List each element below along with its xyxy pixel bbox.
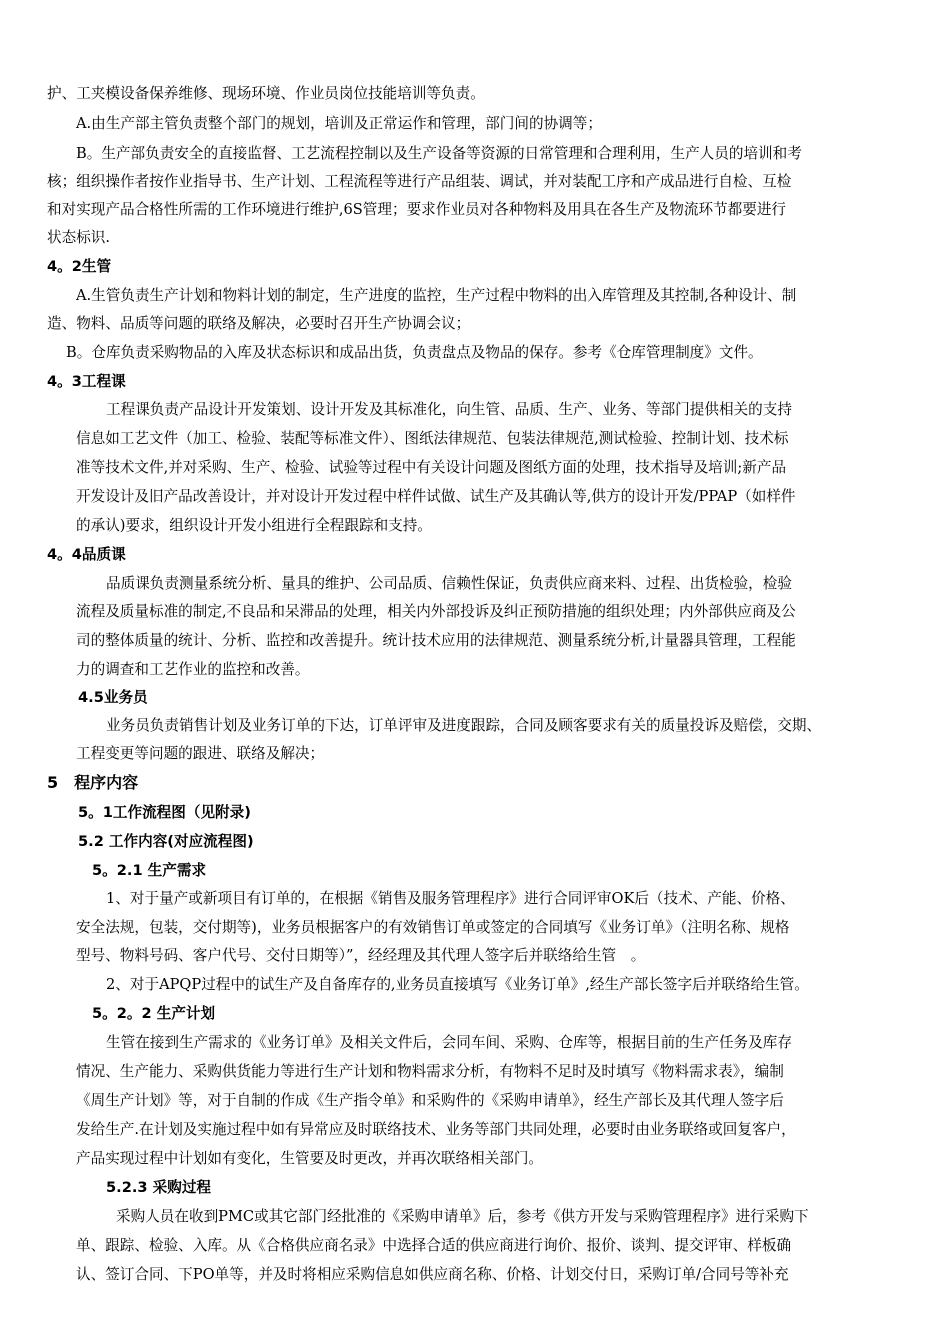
subsection-heading: 5.2.3 采购过程 (106, 1179, 212, 1196)
text-line: B。仓库负责采购物品的入库及状态标识和成品出货，负责盘点及物品的保存。参考《仓库管理制度》文件。 (66, 344, 763, 361)
text-line: 护、工夹模设备保养维修、现场环境、作业员岗位技能培训等负责。 (47, 85, 485, 102)
text-line: 情况、生产能力、采购供货能力等进行生产计划和物料需求分析，有物料不足时及时填写《物料需求表》，编制 (76, 1063, 784, 1080)
text-line: 的承认)要求，组织设计开发小组进行全程跟踪和支持。 (76, 517, 432, 534)
text-line: 信息如工艺文件（加工、检验、装配等标准文件）、图纸法律规范、包装法律规范,测试检验、控制计划、技术标 (76, 430, 789, 447)
text-line: 开发设计及旧产品改善设计，并对设计开发过程中样件试做、试生产及其确认等,供方的设计开发/PPAP（如样件 (76, 488, 796, 505)
text-line: 状态标识. (47, 229, 111, 246)
text-line: 核；组织操作者按作业指导书、生产计划、工程流程等进行产品组装、调试，并对装配工序和产成品进行自检、互检 (47, 173, 792, 190)
text-line: 品质课负责测量系统分析、量具的维护、公司品质、信赖性保证，负责供应商来料、过程、出货检验，检验 (106, 575, 792, 592)
section-heading: 5.2 工作内容(对应流程图) (78, 833, 254, 850)
text-line: 2、对于APQP过程中的试生产及自备库存的,业务员直接填写《业务订单》,经生产部长签字后并联络给生管。 (106, 976, 809, 993)
text-line: 型号、物料号码、客户代号、交付日期等）”，经经理及其代理人签字后并联络给生管 。 (76, 947, 646, 964)
text-line: 生管在接到生产需求的《业务订单》及相关文件后，会同车间、采购、仓库等，根据目前的生产任务及库存 (106, 1034, 792, 1051)
text-line: 司的整体质量的统计、分析、监控和改善提升。统计技术应用的法律规范、测量系统分析,计量器具管理，工程能 (76, 632, 796, 649)
text-line: 采购人员在收到PMC或其它部门经批准的《采购申请单》后，参考《供方开发与采购管理程序》进行采购下 (116, 1208, 809, 1225)
text-line: 认、签订合同、下PO单等，并及时将相应采购信息如供应商名称、价格、计划交付日，采购订单/合同号等补充 (76, 1266, 789, 1283)
text-line: 单、跟踪、检验、入库。从《合格供应商名录》中选择合适的供应商进行询价、报价、谈判、提交评审、样板确 (76, 1237, 792, 1254)
chapter-heading: 5 程序内容 (47, 773, 139, 792)
section-heading: 4.5业务员 (78, 689, 148, 706)
text-line: 1、对于量产或新项目有订单的，在根据《销售及服务管理程序》进行合同评审OK后（技术、产能、价格、 (106, 890, 795, 907)
text-line: 造、物料、品质等问题的联络及解决，必要时召开生产协调会议； (47, 315, 471, 332)
text-line: 安全法规，包装，交付期等)，业务员根据客户的有效销售订单或签定的合同填写《业务订单》（注明名称、规格 (76, 919, 790, 936)
section-heading: 4。4品质课 (47, 546, 126, 563)
subsection-heading: 5。2.1 生产需求 (92, 862, 207, 879)
text-line: 工程变更等问题的跟进、联络及解决； (76, 745, 325, 762)
text-line: 准等技术文件,并对采购、生产、检验、试验等过程中有关设计问题及图纸方面的处理，技术指导及培训;新产品 (76, 459, 787, 476)
section-heading: 5。1工作流程图（见附录) (78, 804, 251, 821)
text-line: A.由生产部主管负责整个部门的规划，培训及正常运作和管理，部门间的协调等； (76, 115, 602, 132)
text-line: A.生管负责生产计划和物料计划的制定，生产进度的监控，生产过程中物料的出入库管理及其控制,各种设计、制 (76, 287, 797, 304)
subsection-heading: 5。2。2 生产计划 (92, 1005, 216, 1022)
section-heading: 4。3工程课 (47, 373, 126, 390)
text-line: 和对实现产品合格性所需的工作环境进行维护,6S管理；要求作业员对各种物料及用具在各生产及物流环节都要进行 (47, 201, 787, 218)
text-line: 工程课负责产品设计开发策划、设计开发及其标准化，向生管、品质、生产、业务、等部门提供相关的支持 (106, 401, 792, 418)
text-line: 流程及质量标准的制定,不良品和呆滞品的处理，相关内外部投诉及纠正预防措施的组织处理；内外部供应商及公 (76, 603, 796, 620)
section-heading: 4。2生管 (47, 258, 112, 275)
text-line: 业务员负责销售计划及业务订单的下达，订单评审及进度跟踪，合同及顾客要求有关的质量投诉及赔偿，交期、 (106, 717, 822, 734)
text-line: 《周生产计划》等，对于自制的作成《生产指令单》和采购件的《采购申请单》，经生产部长及其代理人签字后 (76, 1092, 784, 1109)
text-line: 产品实现过程中计划如有变化，生管要及时更改，并再次联络相关部门。 (76, 1150, 544, 1167)
text-line: 力的调查和工艺作业的监控和改善。 (76, 661, 310, 678)
text-line: B。生产部负责安全的直接监督、工艺流程控制以及生产设备等资源的日常管理和合理利用，生产人员的培训和考 (76, 145, 802, 162)
text-line: 发给生产.在计划及实施过程中如有异常应及时联络技术、业务等部门共同处理，必要时由业务联络或回复客户， (76, 1121, 796, 1138)
